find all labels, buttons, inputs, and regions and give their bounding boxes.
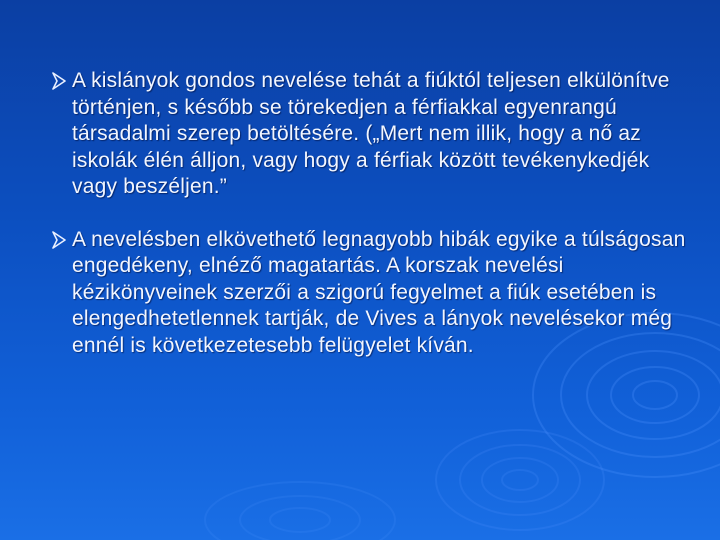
bullet-list	[52, 68, 692, 385]
arrowhead-bullet-icon	[52, 231, 66, 249]
bullet-text: A kislányok gondos nevelése tehát a fiúktól teljesen elkülönítve történjen, s később se törekedjen a férfiakkal egyenrangú társadalmi szerep betöltésére. („Mert nem illik, hogy a nő az iskolák élén álljon, vagy hogy a férfiak között tevékenykedjék vagy beszéljen.”	[72, 69, 670, 198]
arrowhead-bullet-icon	[52, 72, 66, 90]
bullet-item	[52, 227, 692, 360]
bullet-text: A nevelésben elkövethető legnagyobb hibák egyike a túlságosan engedékeny, elnéző magatartás. A korszak nevelési kézikönyveinek szerzői a szigorú fegyelmet a fiúk esetében is elengedhetetlennek tartják, de Vives a lányok nevelésekor még ennél is következetesebb felügyelet kíván.	[72, 227, 686, 357]
bullet-item	[52, 68, 692, 201]
